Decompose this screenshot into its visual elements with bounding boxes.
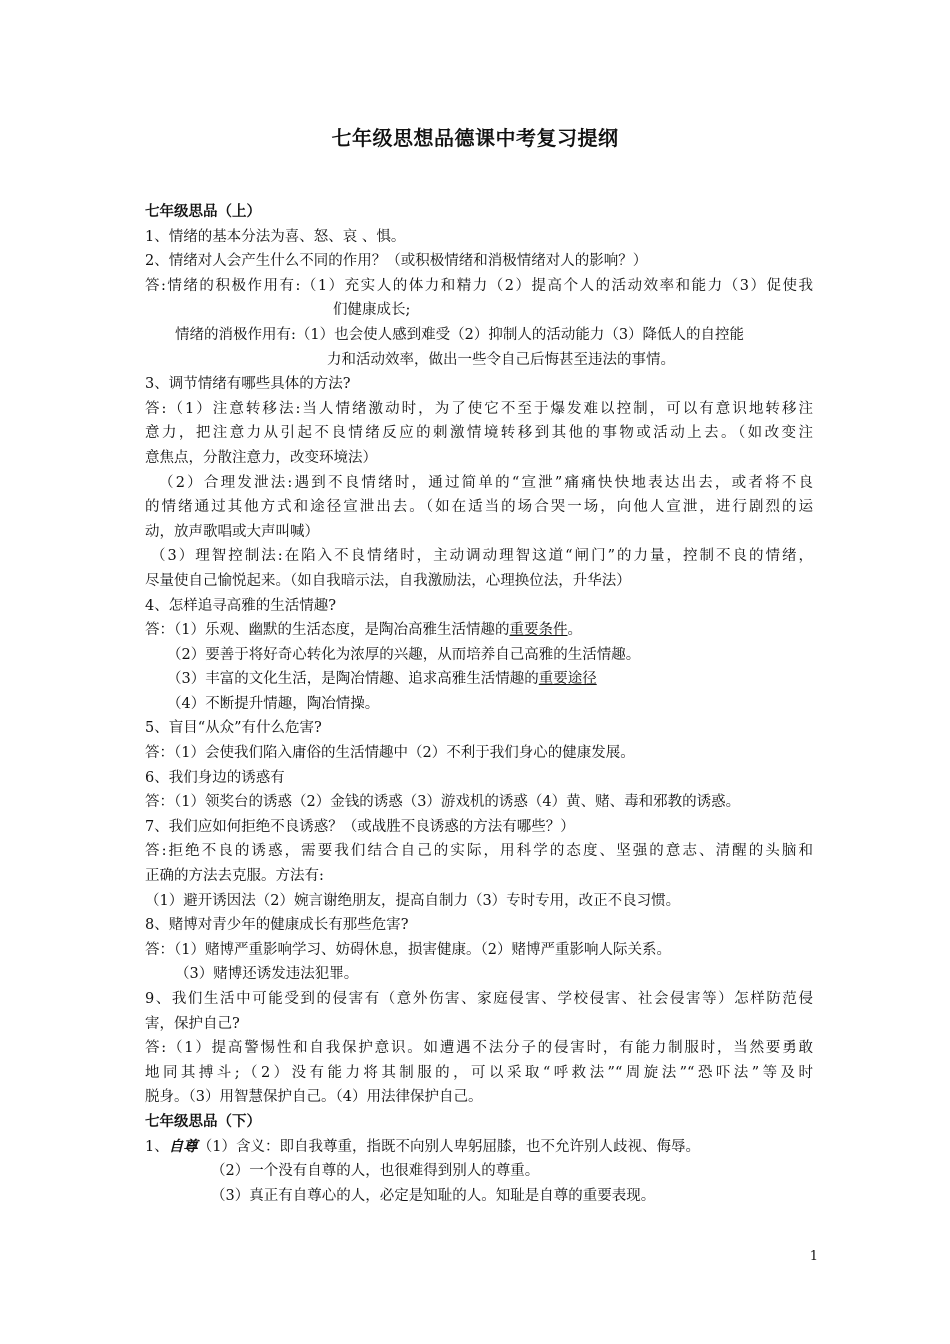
text-line: 答:拒绝不良的诱惑，需要我们结合自己的实际，用科学的态度、坚强的意志、清醒的头脑和 xyxy=(145,843,813,860)
underlined-text: 重要条件 xyxy=(509,622,568,639)
text-line: （1）避开诱因法（2）婉言谢绝朋友，提高自制力（3）专时专用，改正不良习惯。 xyxy=(145,892,681,909)
text-line: 2、情绪对人会产生什么不同的作用？（或积极情绪和消极情绪对人的影响？） xyxy=(145,253,648,270)
section-heading-upper: 七年级思品（上） xyxy=(145,203,261,220)
text-span: （3）丰富的文化生活，是陶冶情趣、追求高雅生活情趣的 xyxy=(167,671,539,688)
text-line: 的情绪通过其他方式和途径宣泄出去。（如在适当的场合哭一场，向他人宣泄，进行剧烈的运 xyxy=(145,499,813,516)
text-line: 害，保护自己? xyxy=(145,1015,240,1032)
text-line: 3、调节情绪有哪些具体的方法? xyxy=(145,376,351,393)
text-line: 意力，把注意力从引起不良情绪反应的刺激情境转移到其他的事物或活动上去。（如改变注 xyxy=(145,425,813,442)
text-line: 5、盲目“从众”有什么危害? xyxy=(145,720,322,737)
text-line: 9、我们生活中可能受到的侵害有（意外伤害、家庭侵害、学校侵害、社会侵害等）怎样防范侵 xyxy=(145,991,813,1007)
text-line: 答：（1）领奖台的诱惑（2）金钱的诱惑（3）游戏机的诱惑（4）黄、赌、毒和邪教的诱惑。 xyxy=(145,794,741,811)
text-line: （3）真正有自尊心的人，必定是知耻的人。知耻是自尊的重要表现。 xyxy=(211,1187,656,1204)
text-line: 脱身。（3）用智慧保护自己。（4）用法律保护自己。 xyxy=(145,1089,483,1106)
text-line: 答:（1）提高警惕性和自我保护意识。如遭遇不法分子的侵害时，有能力制服时，当然要勇敢 xyxy=(145,1040,813,1057)
text-line: 们健康成长; xyxy=(333,302,411,319)
document-body xyxy=(145,200,813,1208)
page-title: 七年级思想品德课中考复习提纲 xyxy=(331,126,619,150)
text-line: （2）合理发泄法:遇到不良情绪时，通过简单的“宣泄”痛痛快快地表达出去，或者将不良 xyxy=(159,474,813,491)
text-line: 答:情绪的积极作用有:（1）充实人的体力和精力（2）提高个人的活动效率和能力（3）促使我 xyxy=(145,277,813,294)
text-line: （3）赌博还诱发违法犯罪。 xyxy=(175,966,359,983)
text-line: 地同其搏斗;（2）没有能力将其制服的，可以采取“呼救法”“周旋法”“恐吓法”等及时 xyxy=(145,1064,813,1081)
text-line: 1、情绪的基本分法为喜、怒、哀 、惧。 xyxy=(145,228,406,245)
text-line: 力和活动效率，做出一些令自己后悔甚至违法的事情。 xyxy=(327,351,675,368)
text-line xyxy=(145,667,813,692)
text-line: （2）一个没有自尊的人，也很难得到别人的尊重。 xyxy=(211,1163,540,1180)
page-number: 1 xyxy=(809,1249,818,1264)
keyword-text: 自尊 xyxy=(168,1137,198,1155)
text-line: 4、怎样追寻高雅的生活情趣? xyxy=(145,597,336,614)
text-line: 答：（1）会使我们陷入庸俗的生活情趣中（2）不利于我们身心的健康发展。 xyxy=(145,745,635,762)
text-line: 情绪的消极作用有:（1）也会使人感到难受（2）抑制人的活动能力（3）降低人的自控能 xyxy=(175,326,745,343)
underlined-text: 重要途径 xyxy=(538,671,597,688)
text-line: （3）理智控制法:在陷入不良情绪时，主动调动理智这道“闸门”的力量，控制不良的情绪， xyxy=(151,548,813,565)
section-heading-lower: 七年级思品（下） xyxy=(145,1112,261,1130)
text-line: 意焦点，分散注意力，改变环境法） xyxy=(145,449,377,466)
text-line: 6、我们身边的诱惑有 xyxy=(145,769,285,786)
text-line: 尽量使自己愉悦起来。（如自我暗示法，自我激励法，心理换位法，升华法） xyxy=(145,572,631,589)
text-line: 8、赌博对青少年的健康成长有那些危害? xyxy=(145,917,409,934)
text-line xyxy=(145,618,813,643)
text-line: 答：（1）赌博严重影响学习、妨碍休息，损害健康。（2）赌博严重影响人际关系。 xyxy=(145,941,671,958)
text-line: 正确的方法去克服。方法有: xyxy=(145,868,324,885)
text-span: 答：（1）乐观、幽默的生活态度，是陶冶高雅生活情趣的 xyxy=(145,622,510,639)
text-span: 。 xyxy=(567,622,582,639)
text-line: 动，放声歌唱或大声叫喊） xyxy=(145,523,319,540)
text-span: 1、 xyxy=(145,1138,169,1155)
text-line: 答:（1）注意转移法:当人情绪激动时，为了使它不至于爆发难以控制，可以有意识地转移注 xyxy=(145,400,813,417)
text-span: （1）含义：即自我尊重，指既不向别人卑躬屈膝，也不允许别人歧视、侮辱。 xyxy=(197,1138,700,1155)
text-line: （4）不断提升情趣，陶冶情操。 xyxy=(167,695,380,712)
text-line: （2）要善于将好奇心转化为浓厚的兴趣，从而培养自己高雅的生活情趣。 xyxy=(167,646,641,663)
text-line xyxy=(145,1135,813,1160)
text-line: 7、我们应如何拒绝不良诱惑？（或战胜不良诱惑的方法有哪些？） xyxy=(145,818,575,835)
